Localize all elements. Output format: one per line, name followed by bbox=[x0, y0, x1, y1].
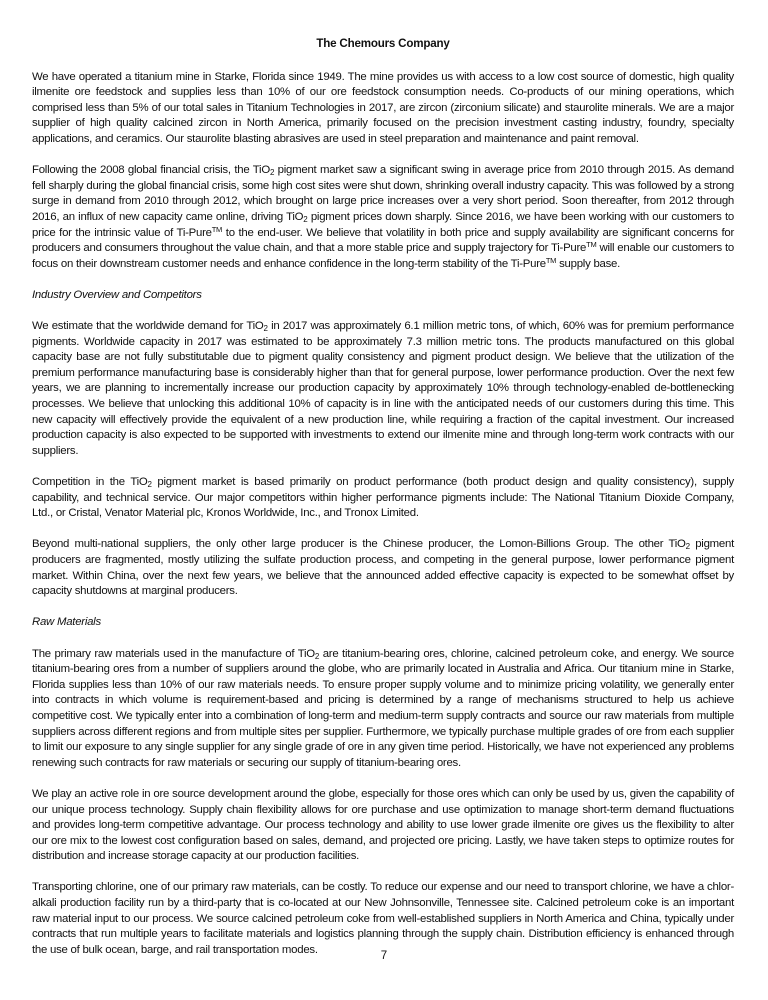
body-paragraph bbox=[32, 475, 734, 522]
text-run: We play an active role in ore source development around the globe, especially for those ores which can only be used by us, given the capability of our unique process technology. Supply chain flexibility allows for ore purchase and use optimization to manage short-term demand fluctuations and provides long-term competitive advantage. Our process technology and ability to use lower grade ilmenite ore gives us the flexibility to alter our ore mix to the lowest cost configuration based on sales, demand, and projected ore pricing. Lastly, we have taken steps to optimize routes for distribution and increase storage capacity at our production facilities. bbox=[32, 787, 734, 863]
body-paragraph bbox=[32, 70, 734, 148]
section-heading bbox=[32, 288, 734, 304]
trademark-superscript: TM bbox=[211, 224, 223, 234]
subscript: 2 bbox=[314, 651, 320, 661]
body-paragraph bbox=[32, 880, 734, 958]
text-run: pigment market saw a significant swing in average price from 2010 through 2015. As demand fell sharply during the global financial crisis, some high cost sites were shut down, shrinking overall industry capacity. This was followed by a strong surge in demand from 2010 through 2012, which brought on large price increases over a very short period. Soon thereafter, from 2012 through 2016, an influx of new capacity came online, driving TiO bbox=[32, 164, 734, 223]
text-run: Beyond multi-national suppliers, the only other large producer is the Chinese producer, the Lomon-Billions Group. The other TiO bbox=[32, 538, 686, 551]
text-run: The primary raw materials used in the manufacture of TiO bbox=[32, 647, 315, 660]
text-run: supply base. bbox=[556, 257, 621, 270]
body-paragraph bbox=[32, 537, 734, 599]
text-run: in 2017 was approximately 6.1 million metric tons, of which, 60% was for premium performance pigments. Worldwide capacity in 2017 was estimated to be approximately 7.3 million metric tons. The products manufactured on this global capacity base are not fully substitutable due to pigment quality consistency and pigment product design. We believe that the utilization of the premium performance manufacturing base is considerably higher than that for general purpose, lower performance production. Over the next few years, we are planning to incrementally increase our production capacity by approximately 10% through technology-enabled de-bottlenecking processes. We believe that unlocking this additional 10% of capacity is in line with the anticipated needs of our customers during this time. This new capacity will effectively provide the equivalent of a new production line, while requiring a fraction of the capital investment. Our increased production capacity is also expected to be supported with investments to extend our ilmenite mine and through long-term work contracts with our suppliers. bbox=[32, 320, 734, 457]
text-run: Industry Overview and Competitors bbox=[32, 288, 202, 301]
text-run: Following the 2008 global financial crisis, the TiO bbox=[32, 164, 270, 177]
trademark-superscript: TM bbox=[586, 240, 597, 250]
document-page bbox=[32, 30, 734, 974]
text-run: pigment market is based primarily on product performance (both product design and quality consistency), supply capability, and technical service. Our major competitors within higher performance pigments include: The National Titanium Dioxide Company, Ltd., or Cristal, Venator Material plc, Kronos Worldwide, Inc., and Tronox Limited. bbox=[32, 476, 734, 520]
subscript: 2 bbox=[147, 480, 152, 490]
text-run: Competition in the TiO bbox=[32, 476, 148, 489]
text-run: will enable our customers to focus on their downstream customer needs and enhance confidence in the long-term stability of the Ti-Pure bbox=[32, 242, 734, 270]
text-run: to the end-user. We believe that volatility in both price and supply availability are significant concerns for producers and consumers throughout the value chain, and that a more stable price and supply trajectory for Ti-Pure bbox=[32, 226, 734, 255]
subscript: 2 bbox=[269, 168, 275, 178]
section-heading bbox=[32, 615, 734, 631]
body-paragraph bbox=[32, 163, 734, 272]
subscript: 2 bbox=[303, 214, 308, 224]
text-run: We have operated a titanium mine in Starke, Florida since 1949. The mine provides us with access to a low cost source of domestic, high quality ilmenite ore feedstock and supplies less than 10% of our ore feedstock consumption needs. Co-products of our mining operations, which comprised less than 5% of our total sales in Titanium Technologies in 2017, are zircon (zirconium silicate) and staurolite minerals. We are a major supplier of high quality calcined zircon in North America, primarily focused on the precision investment casting industry, foundry, specialty applications, and ceramics. Our staurolite blasting abrasives are used in steel preparation and maintenance and paint removal. bbox=[32, 70, 734, 145]
text-run: pigment prices down sharply. Since 2016, we have been working with our customers to price for the intrinsic value of Ti-Pure bbox=[32, 210, 734, 239]
subscript: 2 bbox=[263, 324, 268, 334]
document-body bbox=[32, 70, 734, 959]
document-title: The Chemours Company bbox=[316, 37, 450, 50]
body-paragraph bbox=[32, 647, 734, 772]
text-run: We estimate that the worldwide demand for TiO bbox=[32, 320, 264, 333]
text-run: pigment producers are fragmented, mostly utilizing the sulfate production process, and competing in the general purpose, lower performance pigment market. Within China, over the next few years, we believe that the announced added effective capacity is expected to be somewhat offset by capacity shutdowns at marginal producers. bbox=[32, 538, 734, 598]
body-paragraph bbox=[32, 787, 734, 865]
text-run: Transporting chlorine, one of our primary raw materials, can be costly. To reduce our expense and our need to transport chlorine, we have a chlor-alkali production facility run by a third-party that is co-located at our New Johnsonville, Tennessee site. Calcined petroleum coke is an important raw material input to our process. We source calcined petroleum coke from well-established suppliers in North America and China, typically under contracts that run multiple years to facilitate materials and logistics planning through the supply chain. Distribution efficiency is enhanced through the use of bulk ocean, barge, and rail transportation modes. bbox=[32, 881, 734, 956]
trademark-superscript: TM bbox=[545, 255, 557, 265]
page-number: 7 bbox=[380, 950, 388, 962]
body-paragraph bbox=[32, 319, 734, 459]
text-run: are titanium-bearing ores, chlorine, calcined petroleum coke, and energy. We source titanium-bearing ores from a number of suppliers around the globe, who are primarily located in Australia and Africa. Our titanium mine in Starke, Florida supplies less than 10% of our raw materials needs. To ensure proper supply volume and to minimize pricing volatility, we generally enter into contracts in which volume is requirement-based and pricing is determined by a range of mechanisms structured to help us achieve competitive cost. We typically enter into a combination of long-term and medium-term supply contracts and source our raw materials from multiple suppliers across different regions and from multiple sites per supplier. Furthermore, we typically purchase multiple grades of ore from each supplier to limit our exposure to any single supplier for any single grade of ore in any given time period. Historically, we have not experienced any problems renewing such contracts for raw materials or securing our supply of titanium-bearing ores. bbox=[32, 647, 735, 769]
text-run: Raw Materials bbox=[32, 616, 101, 629]
subscript: 2 bbox=[685, 542, 690, 552]
